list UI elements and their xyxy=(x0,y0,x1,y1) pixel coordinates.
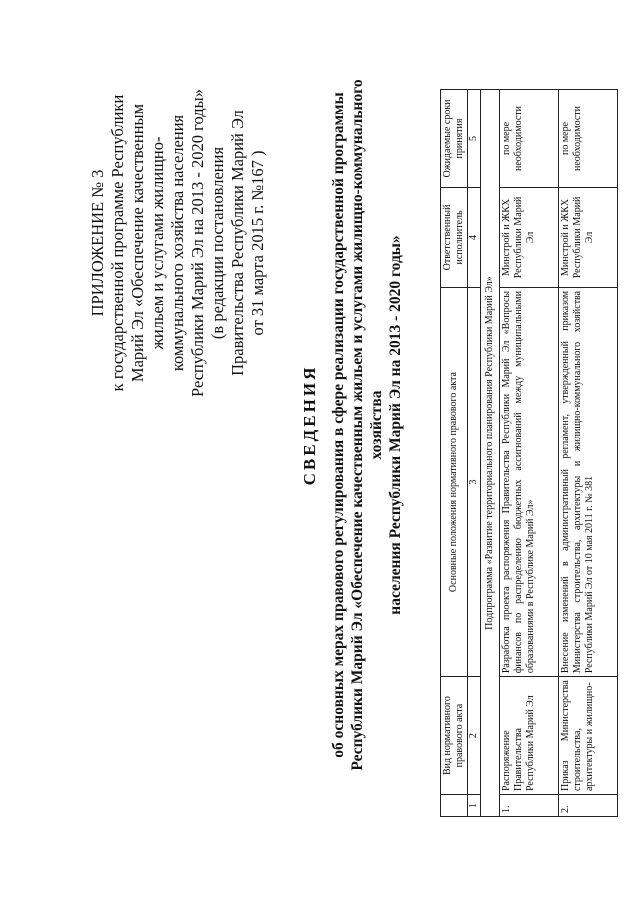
appendix-line: Марий Эл «Обеспечение качественным xyxy=(128,103,147,383)
column-number: 4 xyxy=(468,187,481,287)
heading-line: населения Республики Марий Эл на 2013 - 2020 годы» xyxy=(387,235,404,615)
appendix-block xyxy=(88,53,268,433)
document-title: СВЕДЕНИЯ xyxy=(300,364,319,486)
table-row xyxy=(559,90,618,817)
header-act-kind: Вид нормативного правового акта xyxy=(441,677,468,795)
row-executor: Минстрой и ЖКХ Республики Марий Эл xyxy=(559,187,618,287)
table-row xyxy=(500,90,559,817)
appendix-line: к государственной программе Республики xyxy=(108,94,127,392)
appendix-line: Правительства Республики Марий Эл xyxy=(228,110,247,376)
header-act-content: Основные положения нормативного правового акта xyxy=(441,287,468,676)
header-executor: Ответственный исполнитель xyxy=(441,187,468,287)
header-deadline: Ожидаемые сроки принятия xyxy=(441,90,468,188)
row-executor: Минстрой и ЖКХ Республики Марий Эл xyxy=(500,187,559,287)
subprogram-row xyxy=(481,90,500,817)
appendix-line: коммунального хозяйства населения xyxy=(168,114,187,372)
measures-table xyxy=(440,89,618,817)
row-deadline: по мере необходимости xyxy=(500,90,559,188)
table-header-row xyxy=(441,90,468,817)
row-deadline: по мере необходимости xyxy=(559,90,618,188)
row-act-content: Разработка проекта распоряжения Правительства Республики Марий Эл «Вопросы финансов по распределению бюджетных ассигнований между муниципальными образованиями в Республике Марий Эл» xyxy=(500,287,559,676)
column-number: 5 xyxy=(468,90,481,188)
row-number: 1. xyxy=(500,795,559,817)
appendix-line: Республики Марий Эл на 2013 - 2020 годы» xyxy=(188,89,207,397)
appendix-line: жильем и услугами жилищно- xyxy=(148,136,167,350)
appendix-line: (в редакции постановления xyxy=(208,146,227,340)
column-number: 2 xyxy=(468,677,481,795)
document-heading xyxy=(300,75,405,775)
column-number: 1 xyxy=(468,795,481,817)
row-number: 2. xyxy=(559,795,618,817)
heading-line: Республики Марий Эл «Обеспечение качественным жильем и услугами жилищно-коммунального хозяйства xyxy=(349,79,385,771)
header-number xyxy=(441,795,468,817)
row-act-kind: Приказ Министерства строительства, архитектуры и жилищно- xyxy=(559,677,618,795)
heading-line: об основных мерах правового регулирования в сфере реализации государственной программы xyxy=(330,92,347,758)
appendix-line: от 31 марта 2015 г. №167 ) xyxy=(248,150,267,336)
row-act-kind: Распоряжение Правительства Республики Марий Эл xyxy=(500,677,559,795)
row-act-content: Внесение изменений в административный регламент, утвержденный приказом Министерства строительства, архитектуры и жилищно-коммунального хозяйства Республики Марий Эл от 10 мая 2011 г. № 381 xyxy=(559,287,618,676)
appendix-line: ПРИЛОЖЕНИЕ № 3 xyxy=(88,169,107,317)
subprogram-title: Подпрограмма «Развитие территориального планирования Республики Марий Эл» xyxy=(481,90,500,817)
column-number: 3 xyxy=(468,287,481,676)
column-number-row xyxy=(468,90,481,817)
